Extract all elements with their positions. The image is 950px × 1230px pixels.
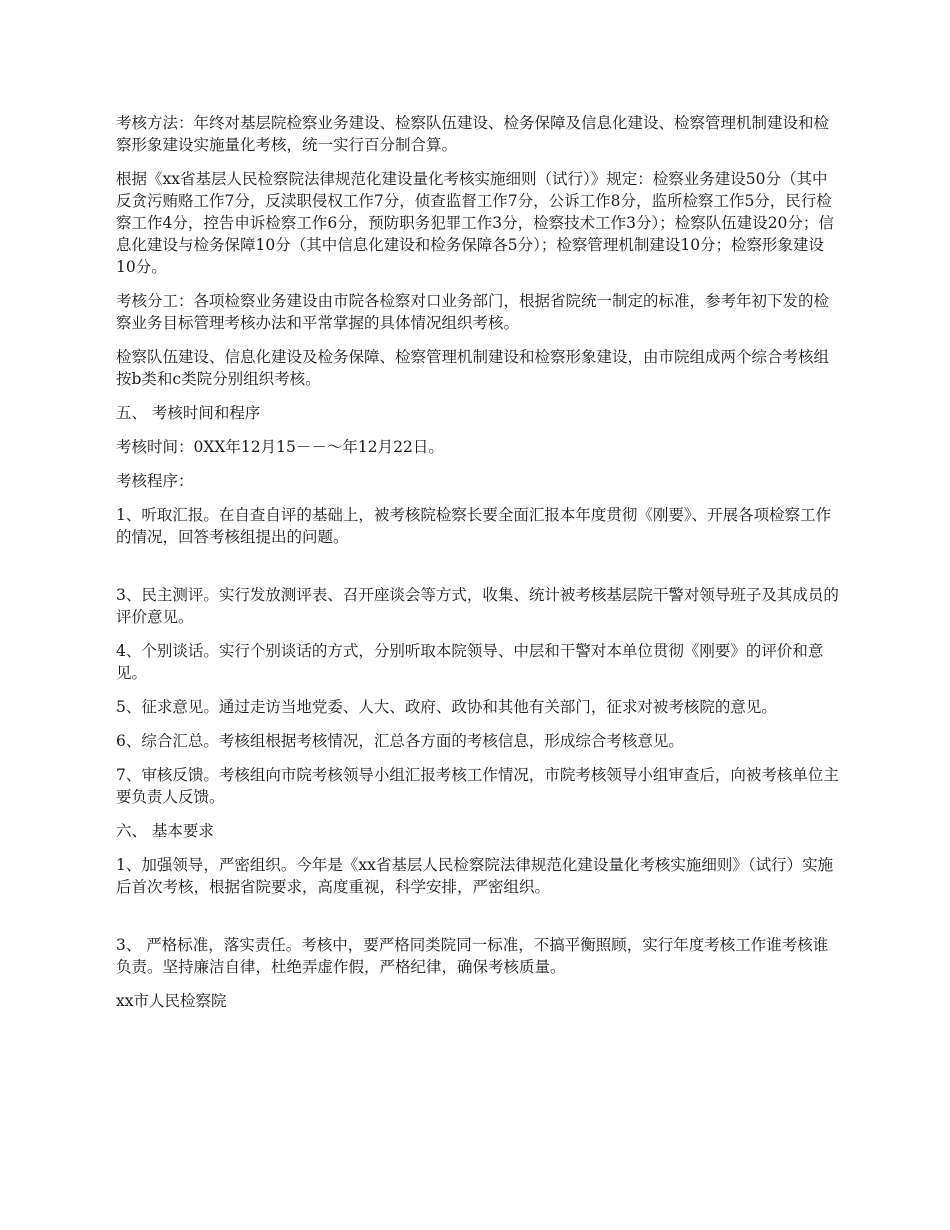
list-item-solicit-opinions: 5、征求意见。通过走访当地党委、人大、政府、政协和其他有关部门，征求对被考核院的意见。 <box>116 698 777 716</box>
list-item-strengthen-leadership: 1、加强领导，严密组织。今年是《xx省基层人民检察院法律规范化建设量化考核实施细则》（试行）实施后首次考核，根据省院要求，高度重视，科学安排，严密组织。 <box>116 856 834 896</box>
list-item-summary: 6、综合汇总。考核组根据考核情况，汇总各方面的考核信息，形成综合考核意见。 <box>116 732 684 750</box>
document-body <box>116 112 840 1012</box>
section-heading-basic-requirements: 六、 基本要求 <box>116 822 214 840</box>
list-item-democratic-evaluation: 3、民主测评。实行发放测评表、召开座谈会等方式，收集、统计被考核基层院干警对领导班子及其成员的评价意见。 <box>116 586 839 626</box>
list-item-hear-report: 1、听取汇报。在自查自评的基础上，被考核院检察长要全面汇报本年度贯彻《刚要》、开展各项检察工作的情况，回答考核组提出的问题。 <box>116 506 832 546</box>
paragraph-division-of-work: 考核分工：各项检察业务建设由市院各检察对口业务部门，根据省院统一制定的标准，参考年初下发的检察业务目标管理考核办法和平常掌握的具体情况组织考核。 <box>116 292 830 332</box>
list-item-strict-standards: 3、 严格标准，落实责任。考核中，要严格同类院同一标准，不搞平衡照顾，实行年度考核工作谁考核谁负责。坚持廉洁自律，杜绝弄虚作假，严格纪律，确保考核质量。 <box>116 936 829 976</box>
list-item-individual-talk: 4、个别谈话。实行个别谈话的方式，分别听取本院领导、中层和干警对本单位贯彻《刚要》的评价和意见。 <box>116 642 824 682</box>
paragraph-comprehensive-teams: 检察队伍建设、信息化建设及检务保障、检察管理机制建设和检察形象建设，由市院组成两个综合考核组按b类和c类院分别组织考核。 <box>116 348 830 388</box>
paragraph-procedure-label: 考核程序： <box>116 472 194 490</box>
list-item-review-feedback: 7、审核反馈。考核组向市院考核领导小组汇报考核工作情况，市院考核领导小组审查后，向被考核单位主要负责人反馈。 <box>116 766 839 806</box>
signature-organization: xx市人民检察院 <box>116 992 227 1010</box>
paragraph-assessment-method: 考核方法：年终对基层院检察业务建设、检察队伍建设、检务保障及信息化建设、检察管理机制建设和检察形象建设实施量化考核，统一实行百分制合算。 <box>116 114 830 154</box>
section-heading-time-procedure: 五、 考核时间和程序 <box>116 404 261 422</box>
paragraph-assessment-time: 考核时间：0XX年12月15－－～年12月22日。 <box>116 438 444 456</box>
paragraph-scoring-rules: 根据《xx省基层人民检察院法律规范化建设量化考核实施细则（试行）》规定：检察业务建设50分（其中反贪污贿赂工作7分，反渎职侵权工作7分，侦查监督工作7分，公诉工作8分，监所检察工作5分，民行检察工作4分，控告申诉检察工作6分，预防职务犯罪工作3分，检察技术工作3分）；检察队伍建设20分；信息化建设与检务保障10分（其中信息化建设和检务保障各5分）；检察管理机制建设10分；检察形象建设10分。 <box>116 170 834 276</box>
